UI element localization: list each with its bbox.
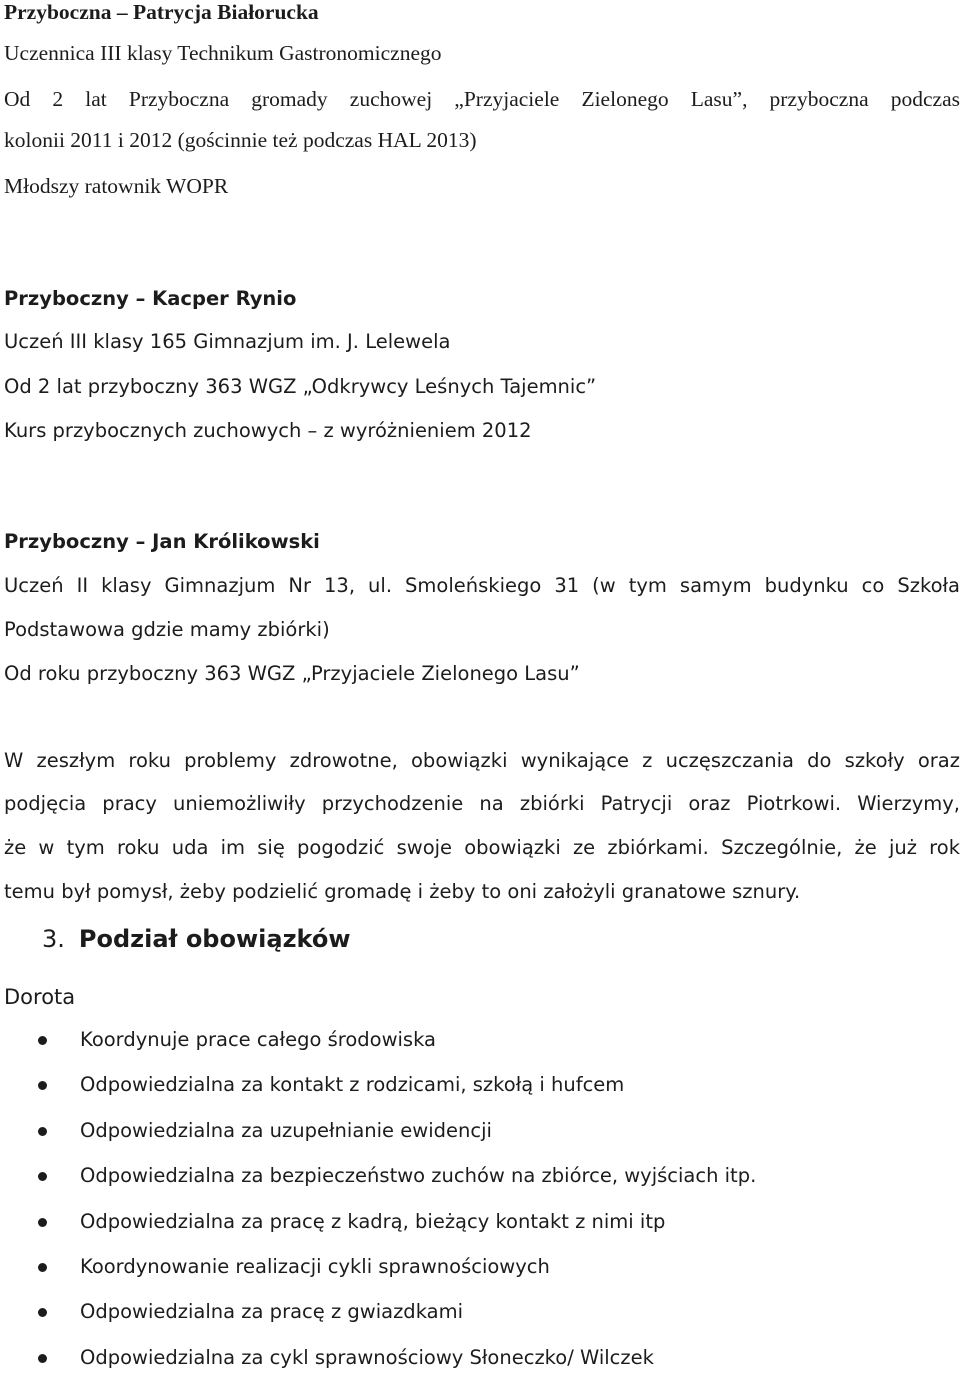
person-detail-line: Uczeń II klasy Gimnazjum Nr 13, ul. Smoleńskiego 31 (w tym samym budynku co Szkoła — [4, 574, 960, 597]
bullet-icon — [38, 1218, 47, 1227]
person-detail-line: Podstawowa gdzie mamy zbiórki) — [4, 618, 330, 641]
paragraph-line: temu był pomysł, żeby podzielić gromadę i żeby to oni założyli granatowe sznury. — [4, 880, 801, 903]
person-detail-line: Uczennica III klasy Technikum Gastronomicznego — [4, 41, 442, 65]
paragraph-line: że w tym roku uda im się pogodzić swoje obowiązki ze zbiórkami. Szczególnie, że już rok — [4, 836, 960, 859]
person-detail-line: kolonii 2011 i 2012 (gościnnie też podczas HAL 2013) — [4, 128, 477, 152]
section-title: Podział obowiązków — [78, 925, 351, 953]
duty-person-name: Dorota — [4, 985, 76, 1009]
person-detail-line: Od roku przyboczny 363 WGZ „Przyjaciele Zielonego Lasu” — [4, 662, 580, 685]
paragraph-line: podjęcia pracy uniemożliwiły przychodzenie na zbiórki Patrycji oraz Piotrkowi. Wierzymy, — [4, 792, 960, 815]
bullet-icon — [38, 1263, 47, 1272]
bullet-icon — [38, 1172, 47, 1181]
bullet-icon — [38, 1036, 47, 1045]
bullet-icon — [38, 1127, 47, 1136]
bullet-icon — [38, 1308, 47, 1317]
person-detail-line: Uczeń III klasy 165 Gimnazjum im. J. Lelewela — [4, 330, 451, 353]
section-heading — [42, 922, 351, 956]
paragraph-line: W zeszłym roku problemy zdrowotne, obowiązki wynikające z uczęszczania do szkoły oraz — [4, 749, 960, 772]
bullet-icon — [38, 1354, 47, 1363]
bullet-icon — [38, 1081, 47, 1090]
person-heading: Przyboczny – Jan Królikowski — [4, 530, 320, 553]
document-page: Przyboczna – Patrycja Białorucka Uczennica III klasy Technikum Gastronomicznego Od 2 lat Przyboczna gromady zuchowej „Przyjaciele Zielonego Lasu”, przyboczna podczas kolonii 2011 i 2012 (gościnnie też podczas HAL 2013) Młodszy ratownik WOPR Przyboczny – Kacper Rynio Uczeń III klasy 165 Gimnazjum im. J. Lelewela Od 2 lat przyboczny 363 WGZ „Odkrywcy Leśnych Tajemnic” Kurs przybocznych zuchowych – z wyróżnieniem 2012 Przyboczny – Jan Królikowski Uczeń II klasy Gimnazjum Nr 13, ul. Smoleńskiego 31 (w tym samym budynku co Szkoła Podstawowa gdzie mamy zbiórki) Od roku przyboczny 363 WGZ „Przyjaciele Zielonego Lasu” W zeszłym roku problemy zdrowotne, obowiązki wynikające z uczęszczania do szkoły oraz podjęcia pracy uniemożliwiły przychodzenie na zbiórki Patrycji oraz Piotrkowi. Wierzymy, że w tym roku uda im się pogodzić swoje obowiązki ze zbiórkami. Szczególnie, że już rok temu był pomysł, żeby podzielić gromadę i żeby to oni założyli granatowe sznury. 3. Podział obowiązków Dorota Koordynuje prace całego środowiska Odpowiedzialna za kontakt z rodzicami, szkołą i hufcem Odpowiedzialna za uzupełnianie ewidencji Odpowiedzialna za bezpieczeństwo zuchów na zbiórce, wyjściach itp. Odpowiedzialna za pracę z kadrą, bieżący kontakt z nimi itp Koordynowanie realizacji cykli sprawnościowych Odpowiedzialna za pracę z gwiazdkami Odpowiedzialna za cykl sprawnościowy Słoneczko/ Wilczek — [4, 0, 960, 1369]
person-detail-line: Od 2 lat Przyboczna gromady zuchowej „Przyjaciele Zielonego Lasu”, przyboczna podczas — [4, 87, 960, 111]
person-detail-line: Młodszy ratownik WOPR — [4, 174, 229, 198]
section-number: 3. — [42, 925, 65, 953]
person-heading: Przyboczna – Patrycja Białorucka — [4, 0, 319, 24]
person-detail-line: Kurs przybocznych zuchowych – z wyróżnieniem 2012 — [4, 419, 532, 442]
person-detail-line: Od 2 lat przyboczny 363 WGZ „Odkrywcy Leśnych Tajemnic” — [4, 375, 597, 398]
person-heading: Przyboczny – Kacper Rynio — [4, 287, 297, 310]
